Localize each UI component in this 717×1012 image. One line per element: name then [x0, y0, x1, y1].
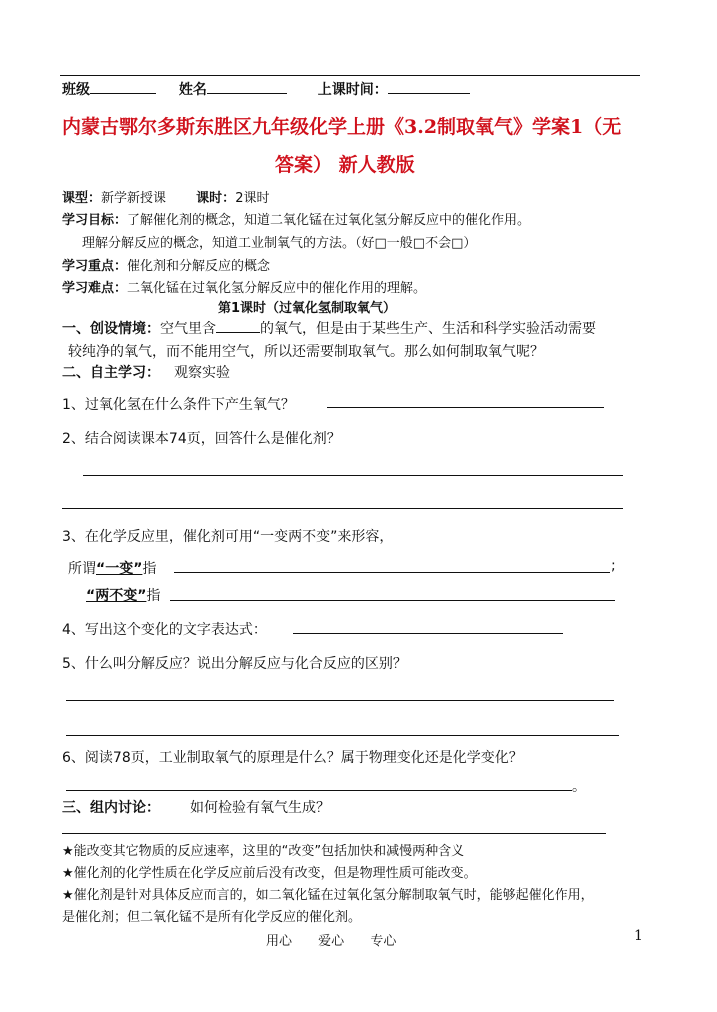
section1-text-c: 较纯净的氧气，而不能用空气，所以还需要制取氧气。那么如何制取氧气呢？ [68, 344, 544, 360]
answer-line-section3[interactable] [62, 833, 606, 834]
hours-value: 2课时 [235, 191, 270, 206]
class-label: 班级 [62, 82, 90, 98]
section2-heading: 二、自主学习： [62, 365, 160, 381]
difficulty-label: 学习难点： [62, 281, 128, 296]
q3-a-term: “一变” [96, 561, 143, 577]
difficulty-row [62, 277, 426, 296]
lesson-title: 第1课时（过氧化氢制取氧气） [218, 301, 397, 316]
answer-line-q3b[interactable] [170, 600, 615, 601]
page-title-line2: 答案） 新人教版 [275, 154, 415, 176]
goal-text2: 理解分解反应的概念，知道工业制氧气的方法。（好□一般□不会□） [82, 236, 477, 251]
hours-label: 课时： [196, 191, 236, 206]
q3-a-end: ; [611, 558, 616, 574]
question-3-text: 3、在化学反应里，催化剂可用“一变两不变”来形容， [62, 529, 394, 545]
note-2: ★催化剂的化学性质在化学反应前后没有改变，但是物理性质可能改变。 [62, 866, 477, 881]
type-value: 新学新授课 [101, 191, 167, 206]
lesson-type-row [62, 187, 269, 206]
name-blank[interactable] [207, 81, 287, 94]
answer-line-q6[interactable] [66, 790, 572, 791]
motto-2: 爱心 [318, 934, 345, 949]
type-label: 课型： [62, 191, 102, 206]
q3-b-suffix: 指 [146, 588, 161, 604]
answer-line-q5b[interactable] [66, 735, 619, 736]
answer-line-q1[interactable] [327, 407, 604, 408]
section1-blank[interactable] [216, 320, 260, 333]
answer-line-q4[interactable] [293, 633, 563, 634]
section1-text-b: 的氧气，但是由于某些生产、生活和科学实验活动需要 [260, 321, 596, 337]
section1-text-a: 空气里含 [160, 321, 216, 337]
section3-row [62, 797, 330, 817]
key-row [62, 255, 270, 274]
section2-sub: 观察实验 [174, 365, 230, 381]
note-3b: 是催化剂；但二氧化锰不是所有化学反应的催化剂。 [62, 910, 362, 925]
answer-line-q2b[interactable] [62, 508, 623, 509]
page-number: 1 [634, 928, 643, 944]
q3-row-b [86, 585, 160, 605]
motto-1: 用心 [266, 934, 293, 949]
q3-b-term: “两不变” [86, 588, 147, 604]
question-5: 5、什么叫分解反应？说出分解反应与化合反应的区别？ [62, 656, 407, 672]
motto-3: 专心 [370, 934, 397, 949]
page-title-line1: 内蒙古鄂尔多斯东胜区九年级化学上册《3.2制取氧气》学案1（无 [62, 116, 622, 138]
question-3 [62, 526, 393, 546]
key-text: 催化剂和分解反应的概念 [127, 259, 271, 274]
time-label: 上课时间： [317, 82, 388, 98]
note-1: ★能改变其它物质的反应速率，这里的“改变”包括加快和减慢两种含义 [62, 844, 465, 859]
name-label: 姓名 [178, 82, 207, 98]
goal-row [62, 209, 530, 228]
section1-heading: 一、创设情境： [62, 321, 160, 337]
question-2: 2、结合阅读课本74页，回答什么是催化剂？ [62, 431, 341, 447]
header-top-rule [60, 75, 640, 76]
question-6: 6、阅读78页，工业制取氧气的原理是什么？属于物理变化还是化学变化？ [62, 750, 523, 766]
key-label: 学习重点： [62, 259, 128, 274]
q6-end: 。 [572, 779, 586, 795]
footer-motto [266, 930, 396, 949]
q3-a-suffix: 指 [142, 561, 157, 577]
q3-a-prefix: 所谓 [68, 561, 96, 577]
difficulty-text: 二氧化锰在过氧化氢分解反应中的催化作用的理解。 [127, 281, 427, 296]
section2-heading-row [62, 362, 230, 382]
goal-label: 学习目标： [62, 213, 128, 228]
answer-line-q3a[interactable] [174, 572, 610, 573]
section3-heading: 三、组内讨论： [62, 800, 160, 816]
header-fields [62, 79, 470, 99]
section1-row1 [62, 318, 596, 338]
answer-line-q5a[interactable] [66, 700, 614, 701]
class-blank[interactable] [90, 81, 156, 94]
question-4: 4、写出这个变化的文字表达式： [62, 622, 267, 638]
answer-line-q2a[interactable] [83, 475, 623, 476]
note-3a: ★催化剂是针对具体反应而言的，如二氧化锰在过氧化氢分解制取氧气时，能够起催化作用， [62, 888, 594, 903]
time-blank[interactable] [388, 81, 470, 94]
question-1: 1、过氧化氢在什么条件下产生氧气？ [62, 397, 295, 413]
goal-text1: 了解催化剂的概念，知道二氧化锰在过氧化氢分解反应中的催化作用。 [127, 213, 531, 228]
section3-question: 如何检验有氧气生成？ [190, 800, 330, 816]
q3-row-a [68, 558, 156, 578]
